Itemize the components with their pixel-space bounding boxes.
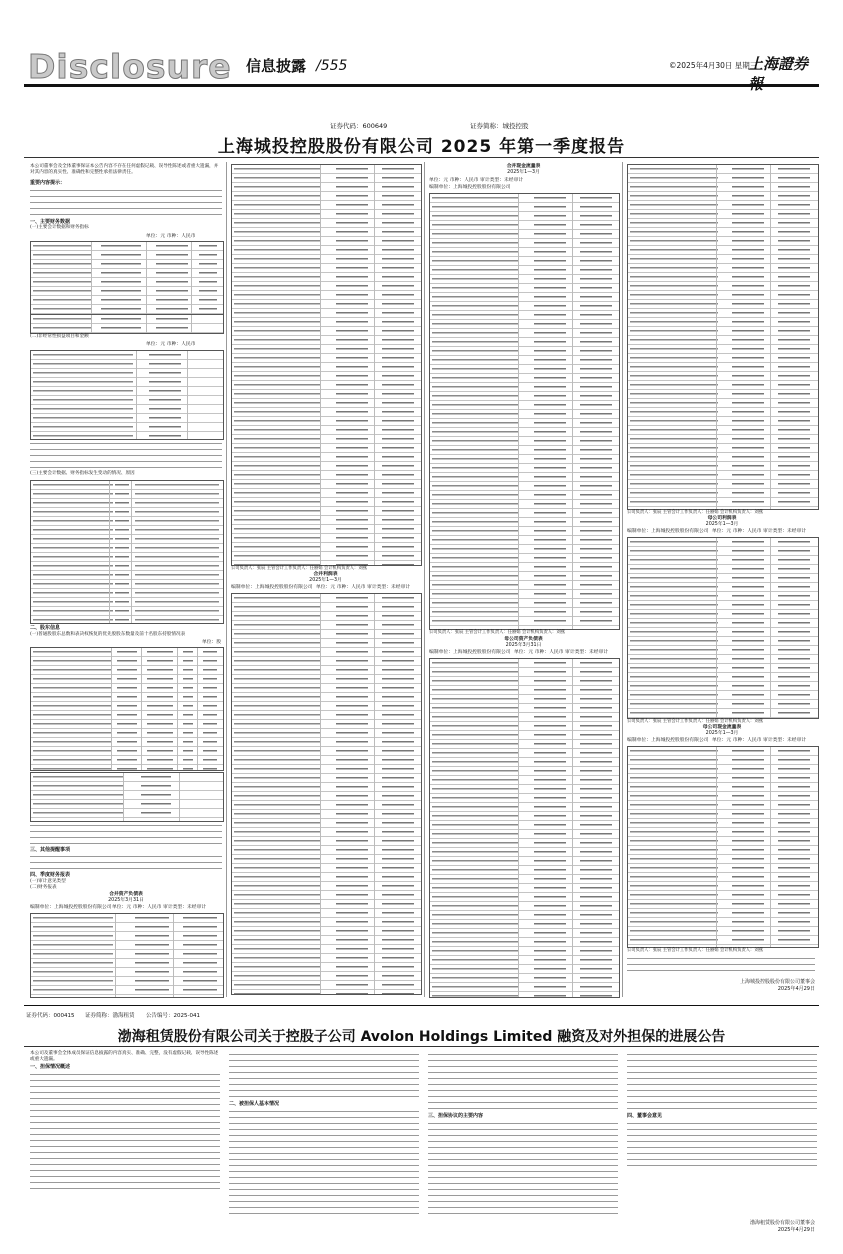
- statement-date: 2025年1—3月: [507, 170, 540, 175]
- notice1-title: 上海城投控股股份有限公司 2025 年第一季度报告: [217, 137, 626, 157]
- prepared-by: 编制单位：上海城投控股股份有限公司: [429, 650, 511, 655]
- signature-line: 公司负责人：张辰 主管会计工作负责人：任丽娟 会计机构负责人：刘燕: [231, 566, 367, 571]
- balance-sheet-cont-table: [231, 164, 422, 566]
- non-recurring-table: [30, 350, 224, 440]
- statement-title: 母公司现金流量表: [702, 725, 742, 730]
- statement-title: 合并利润表: [313, 572, 338, 577]
- column-divider: [226, 162, 227, 997]
- masthead: [24, 47, 819, 93]
- key-financial-table: [30, 241, 224, 315]
- statement-date: 2025年1—3月: [309, 578, 342, 583]
- notice2-title: 渤海租赁股份有限公司关于控股子公司 Avolon Holdings Limited 融资及对外担保的进展公告: [117, 1029, 726, 1045]
- section-title: 信息披露: [246, 57, 307, 75]
- signature-line: 公司负责人：张辰 主管会计工作负责人：任丽娟 会计机构负责人：刘燕: [627, 719, 763, 724]
- statement-title: 合并资产负债表: [109, 892, 143, 897]
- notice1-intro: 本公司董事会及全体董事保证本公告内容不存在任何虚假记载、误导性陈述或者重大遗漏，并对其内容的真实性、准确性和完整性承担法律责任。: [30, 164, 219, 176]
- section-heading: (一)主要会计数据和财务指标: [30, 225, 89, 230]
- notice2-stock-abbr: 证券简称：渤海租赁: [85, 1013, 135, 1019]
- section-heading: 三、其他提醒事项: [30, 847, 71, 853]
- section-heading: (一)审计意见类型: [30, 879, 66, 884]
- prepared-by: 编制单位：上海城投控股股份有限公司: [429, 185, 511, 190]
- section-heading: (二)非经常性损益项目和金额: [30, 334, 89, 339]
- statement-date: 2025年1—3月: [705, 731, 739, 736]
- prepared-by: 编制单位：上海城投控股股份有限公司: [30, 905, 112, 910]
- parent-cash-flow-table: [627, 746, 819, 948]
- unit-caption: 单位：元 币种：人民币 审计类型：未经审计: [712, 738, 807, 743]
- note-text: [30, 853, 222, 871]
- statement-date: 2025年3月31日: [108, 898, 144, 903]
- section-heading: 二、被担保人基本情况: [229, 1101, 280, 1107]
- section-heading: 四、季度财务报表: [30, 872, 71, 878]
- body-text: [627, 1120, 817, 1168]
- statement-title: 母公司资产负债表: [504, 637, 543, 642]
- unit-caption: 单位：元 币种：人民币 审计类型：未经审计: [316, 585, 411, 590]
- newspaper-logo: 上海證券報: [748, 55, 809, 93]
- section-heading: 三、担保协议的主要内容: [428, 1113, 484, 1119]
- section-heading: (二)财务报表: [30, 885, 57, 890]
- balance-sheet-table: [30, 913, 224, 998]
- statement-title: 母公司利润表: [707, 516, 737, 521]
- section-heading: 四、董事会意见: [627, 1113, 663, 1119]
- notice2-rule: [24, 1005, 819, 1006]
- body-text: [627, 1051, 817, 1111]
- notice1-stock-abbr: 证券简称：城投控股: [470, 122, 529, 130]
- body-text: [229, 1108, 419, 1216]
- issue-date: ©2025年4月30日 星期三: [669, 61, 758, 70]
- parent-balance-sheet-cont-table: [627, 164, 819, 510]
- title-rule: [24, 157, 819, 158]
- notice2-number: 公告编号：2025-041: [146, 1013, 200, 1019]
- section-heading: 一、主要财务数据: [30, 219, 71, 225]
- section-wordmark: Disclosure: [28, 47, 232, 86]
- company-sign: 上海城投控股股份有限公司董事会: [739, 979, 815, 985]
- unit-caption: 单位：元 币种：人民币: [146, 342, 196, 347]
- notice2-intro: 本公司及董事会全体成员保证信息披露的内容真实、准确、完整，没有虚假记载、误导性陈述或重大遗漏。: [30, 1051, 219, 1063]
- signature-line: 公司负责人：张辰 主管会计工作负责人：任丽娟 会计机构负责人：刘燕: [627, 510, 763, 515]
- column-divider: [424, 162, 425, 997]
- statement-date: 2025年3月31日: [505, 643, 542, 648]
- statement-title: 合并现金流量表: [506, 164, 541, 169]
- parent-income-statement-table: [627, 537, 819, 719]
- title-rule: [24, 1046, 819, 1047]
- section-heading: (三)主要会计数据、财务指标发生变动的情况、原因: [30, 471, 135, 476]
- parent-balance-sheet-table: [429, 658, 620, 998]
- unit-caption: 单位：元 币种：人民币 审计类型：未经审计: [112, 905, 207, 910]
- shareholder-table: [30, 647, 224, 771]
- body-text: [229, 1051, 419, 1099]
- income-statement-table: [231, 593, 422, 995]
- section-heading: (一)普通股股东总数和表决权恢复的优先股股东数量及前十名股东持股情况表: [30, 632, 186, 637]
- notice1-stock-code: 证券代码：600649: [330, 122, 388, 130]
- body-text: [428, 1051, 618, 1111]
- key-financial-table-2: [30, 314, 224, 334]
- cash-flow-table: [429, 193, 620, 630]
- company-sign: 渤海租赁股份有限公司董事会: [749, 1220, 815, 1226]
- page-number: /555: [316, 58, 348, 74]
- hint-text: [30, 187, 222, 217]
- section-heading: 一、担保情况概述: [30, 1064, 71, 1070]
- note-text: [627, 955, 815, 973]
- unit-label: 单位：股: [202, 640, 222, 645]
- notice2-stock-code: 证券代码：000415: [26, 1013, 75, 1019]
- note-text: [30, 822, 222, 846]
- body-text: [30, 1071, 220, 1191]
- column-divider: [622, 162, 623, 997]
- signature-line: 公司负责人：张辰 主管会计工作负责人：任丽娟 会计机构负责人：刘燕: [627, 948, 763, 953]
- body-text: [428, 1120, 618, 1216]
- sign-date: 2025年4月29日: [777, 1227, 815, 1233]
- shareholder-table-2: [30, 772, 224, 822]
- signature-line: 公司负责人：张辰 主管会计工作负责人：任丽娟 会计机构负责人：刘燕: [429, 630, 565, 635]
- prepared-by: 编制单位：上海城投控股股份有限公司: [627, 529, 709, 534]
- unit-caption: 单位：元 币种：人民币 审计类型：未经审计: [712, 529, 807, 534]
- unit-caption: 单位：元 币种：人民币 审计类型：未经审计: [514, 650, 609, 655]
- important-hint: 重要内容提示：: [30, 180, 66, 186]
- unit-caption: 单位：元 币种：人民币 审计类型：未经审计: [429, 178, 524, 183]
- unit-caption: 单位：元 币种：人民币: [146, 234, 196, 239]
- prepared-by: 编制单位：上海城投控股股份有限公司: [231, 585, 313, 590]
- section-heading: 二、股东信息: [30, 625, 61, 631]
- statement-date: 2025年1—3月: [705, 522, 739, 527]
- change-reason-table: [30, 480, 224, 624]
- prepared-by: 编制单位：上海城投控股股份有限公司: [627, 738, 709, 743]
- note-text: [30, 440, 222, 470]
- sign-date: 2025年4月29日: [777, 986, 815, 992]
